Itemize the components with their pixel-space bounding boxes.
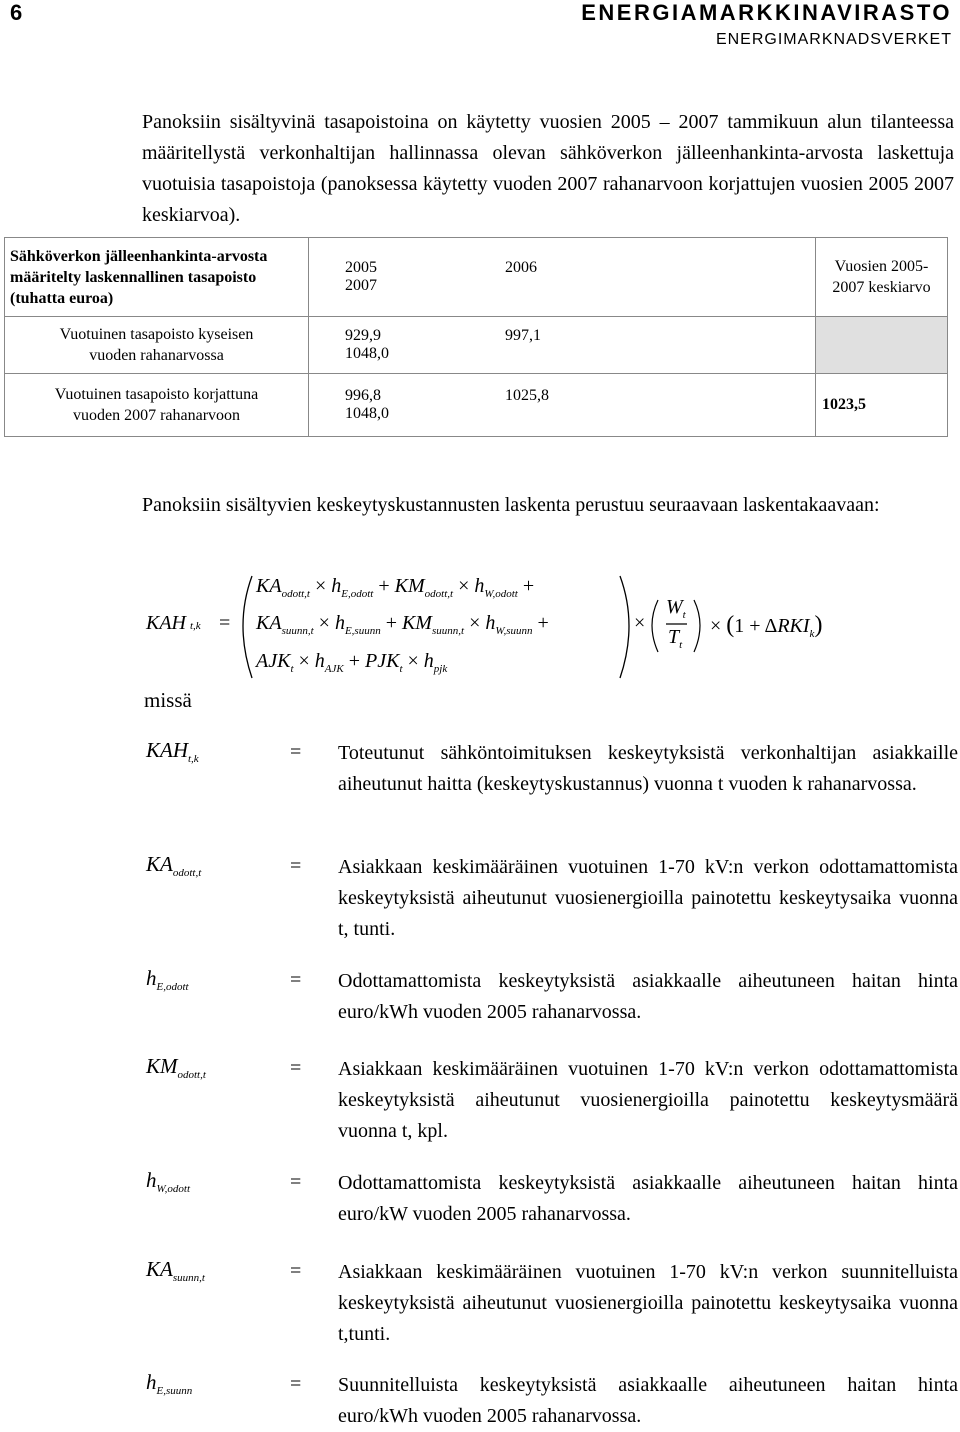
def-sym-sub: t,k — [188, 753, 199, 766]
year-header: 2005 — [345, 259, 377, 276]
formula-frac-den-sym: T — [668, 626, 680, 648]
table-header-label: Sähköverkon jälleenhankinta-arvosta määritelty laskennallinen tasapoisto (tuhatta euroa) — [5, 238, 309, 317]
def-sym-sub: W,odott — [156, 1183, 191, 1196]
formula-term: h — [474, 575, 485, 597]
formula-tail-sym: RKI — [777, 615, 810, 637]
formula-sub: odott,t — [281, 588, 310, 600]
formula-sub: t — [290, 663, 294, 675]
formula-op: × — [298, 650, 310, 672]
formula-sub: odott,t — [424, 588, 454, 600]
def-sym-sub: suunn,t — [172, 1272, 205, 1285]
missa-label: missä — [144, 688, 192, 712]
def-symbol — [146, 1168, 190, 1195]
row-value: 997,1 — [505, 327, 541, 344]
formula-term: KM — [394, 575, 425, 597]
row-label-text: Vuotuinen tasapoisto kyseisen vuoden rahanarvossa — [59, 326, 254, 364]
formula-term: KA — [256, 612, 282, 634]
formula-sub: E,odott — [341, 588, 374, 600]
def-sym-main: KM — [146, 1054, 178, 1078]
def-text: Suunnitelluista keskeytyksistä asiakkaalle aiheutuneen haitan hinta euro/kWh vuoden 2005 rahanarvossa. — [338, 1374, 958, 1427]
row-label-text: Vuotuinen tasapoisto korjattuna vuoden 2007 rahanarvoon — [54, 386, 259, 424]
formula-sub: pjk — [433, 663, 448, 675]
formula-equals: = — [219, 612, 231, 634]
formula-op: + — [348, 650, 361, 672]
def-sym-main: h — [146, 1370, 157, 1394]
formula-term: KA — [256, 575, 282, 597]
formula-row-1 — [256, 575, 534, 600]
formula-term: h — [485, 612, 496, 634]
def-equals: = — [290, 969, 302, 991]
formula-tail-sub: k — [809, 628, 815, 640]
formula-tail: × $(1 + \Delta RKI_k)$ — [710, 612, 823, 640]
def-symbol — [146, 1054, 206, 1081]
def-symbol — [146, 966, 189, 993]
formula-lhs — [146, 612, 201, 635]
formula-sub: E,suunn — [344, 625, 381, 637]
def-symbol — [146, 1370, 192, 1397]
year-header: 2007 — [345, 277, 377, 294]
formula-lhs-sub: t,k — [190, 620, 201, 632]
formula-op: × — [407, 650, 419, 672]
def-text: Odottamattomista keskeytyksistä asiakkaalle aiheutuneen haitan hinta euro/kWh vuoden 2005 rahanarvossa. — [338, 970, 958, 1023]
intro-paragraph: Panoksiin sisältyvinä tasapoistoina on käytetty vuosien 2005 – 2007 tammikuun alun tilanteessa määritellystä verkonhaltijan hallinnassa olevan sähköverkon jälleenhankinta-arvosta laskettuja vuotuisia tasapoistoja (panoksessa käytetty vuoden 2007 rahanarvoon korjattujen vuosien 2005 2007 keskiarvoa). — [142, 111, 954, 226]
formula-intro: Panoksiin sisältyvien keskeytyskustannusten laskenta perustuu seuraavaan laskentakaavaan: — [142, 494, 880, 516]
formula-op: × — [314, 575, 327, 597]
table-header-row — [5, 238, 948, 317]
formula-frac-num — [666, 596, 686, 621]
formula-frac-num-sub: t — [682, 609, 686, 621]
formula-term: h — [314, 650, 325, 672]
def-sym-sub: odott,t — [172, 867, 202, 880]
def-sym-sub: E,odott — [156, 981, 189, 994]
formula — [0, 560, 960, 690]
formula-row-3 — [256, 650, 447, 675]
def-sym-sub: odott,t — [177, 1069, 206, 1082]
def-text: Asiakkaan keskimääräinen vuotuinen 1-70 kV:n verkon suunnitelluista keskeytyksistä aiheutunut vuosienergioilla painotettu keskeytysaika vuonna t,tunti. — [338, 1261, 958, 1345]
def-equals: = — [290, 1373, 302, 1395]
def-symbol — [146, 738, 199, 765]
formula-sub: W,odott — [484, 588, 518, 600]
def-text: Toteutunut sähköntoimituksen keskeytyksistä verkonhaltijan asiakkaille aiheutunut haitta (keskeytyskustannus) vuonna t vuoden k rahanarvossa. — [338, 742, 958, 795]
formula-frac-den-sub: t — [679, 639, 683, 651]
def-equals: = — [290, 1260, 302, 1282]
row-value: 929,9 — [345, 327, 381, 344]
formula-sub: W,suunn — [495, 625, 533, 637]
formula-sub: suunn,t — [431, 625, 465, 637]
formula-sub: suunn,t — [281, 625, 314, 637]
table-avg-header — [816, 238, 948, 317]
formula-lhs-symbol: KAH — [146, 612, 186, 634]
table-row — [5, 374, 948, 437]
formula-op: × — [458, 575, 470, 597]
page-number: 6 — [10, 0, 23, 25]
def-sym-main: KAH — [146, 738, 188, 762]
formula-term: h — [334, 612, 345, 634]
table-row — [5, 317, 948, 374]
def-text: Asiakkaan keskimääräinen vuotuinen 1-70 kV:n verkon odottamattomista keskeytyksistä aiheutunut vuosienergioilla painotettu keskeytysaika vuonna t, tunti. — [338, 856, 958, 940]
formula-op: × — [469, 612, 481, 634]
formula-op: × — [318, 612, 330, 634]
table-year-headers — [309, 238, 816, 317]
agency-name-fi: ENERGIAMARKKINAVIRASTO — [581, 0, 952, 25]
def-symbol — [146, 1257, 205, 1284]
row-avg-value: 1023,5 — [816, 374, 948, 437]
row-values — [309, 374, 816, 437]
formula-sub: t — [399, 663, 403, 675]
formula-times: × — [634, 612, 646, 634]
def-equals: = — [290, 1171, 302, 1193]
formula-op: + — [378, 575, 390, 597]
def-sym-main: h — [146, 1168, 157, 1192]
formula-frac-den — [668, 626, 682, 651]
formula-term: PJK — [365, 650, 400, 672]
formula-frac-num-sym: W — [666, 596, 683, 618]
row-label — [5, 317, 309, 374]
formula-term: KM — [401, 612, 432, 634]
formula-op: + — [537, 612, 549, 634]
row-value: 996,8 — [345, 387, 381, 404]
row-value: 1025,8 — [505, 387, 549, 404]
row-values — [309, 317, 816, 374]
year-header: 2006 — [505, 259, 537, 276]
formula-term: h — [423, 650, 434, 672]
def-sym-main: h — [146, 966, 157, 990]
def-equals: = — [290, 855, 302, 877]
formula-op: + — [522, 575, 535, 597]
row-value: 1048,0 — [345, 405, 389, 422]
depreciation-table — [4, 237, 948, 437]
formula-sub: AJK — [324, 663, 344, 675]
def-text: Asiakkaan keskimääräinen vuotuinen 1-70 kV:n verkon odottamattomista keskeytyksistä aiheutunut vuosienergioilla painotettu keskeytysmäärä vuonna t, kpl. — [338, 1058, 958, 1142]
formula-term: h — [331, 575, 342, 597]
avg-header-text: Vuosien 2005-2007 keskiarvo — [832, 258, 931, 296]
formula-row-2 — [256, 612, 549, 637]
formula-op: + — [385, 612, 397, 634]
def-equals: = — [290, 1057, 302, 1079]
row-label — [5, 374, 309, 437]
def-sym-main: KA — [146, 1257, 173, 1281]
row-value: 1048,0 — [345, 345, 389, 362]
def-equals: = — [290, 741, 302, 763]
def-sym-main: KA — [146, 852, 173, 876]
formula-term: AJK — [256, 650, 291, 672]
def-text: Odottamattomista keskeytyksistä asiakkaalle aiheutuneen haitan hinta euro/kW vuoden 2005 rahanarvossa. — [338, 1172, 958, 1225]
row-avg-empty — [816, 317, 948, 374]
agency-name-se: ENERGIMARKNADSVERKET — [715, 31, 952, 48]
def-symbol — [146, 852, 201, 879]
def-sym-sub: E,suunn — [156, 1385, 193, 1398]
